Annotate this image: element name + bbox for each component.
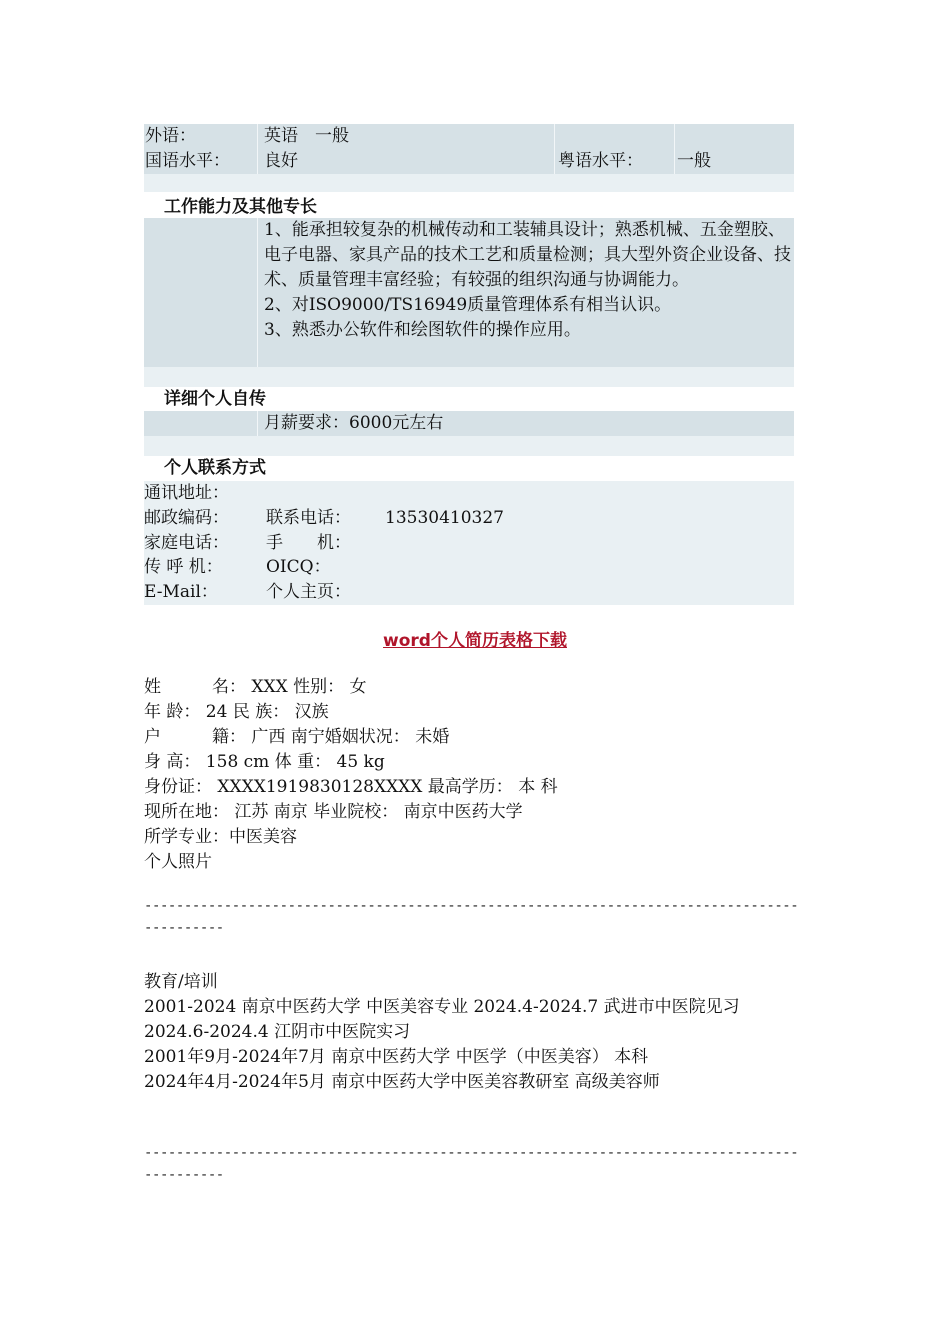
homepage-label: 个人主页： (266, 582, 351, 602)
profile-line: 身 高： 158 cm 体 重： 45 kg (144, 752, 385, 772)
phone-label: 联系电话： (266, 508, 351, 528)
oicq-label: OICQ： (266, 557, 331, 577)
mobile-label: 手 机： (266, 533, 351, 553)
home-phone-label: 家庭电话： (144, 533, 229, 553)
profile-line: 年 龄： 24 民 族： 汉族 (144, 702, 329, 722)
education-line: 2024.6-2024.4 江阴市中医院实习 (144, 1022, 411, 1042)
separator-line: -------------------------------------------------------------------------------------------- (144, 1145, 799, 1183)
bio-heading: 详细个人自传 (164, 389, 266, 409)
profile-line: 现所在地： 江苏 南京 毕业院校： 南京中医药大学 (144, 802, 523, 822)
spacer-row (144, 174, 794, 192)
salary-requirement: 月薪要求：6000元左右 (264, 413, 444, 433)
mandarin-label: 国语水平： (145, 151, 230, 171)
foreign-language-label: 外语： (145, 126, 196, 146)
skill-item: 1、能承担较复杂的机械传动和工装辅具设计；熟悉机械、五金塑胶、电子电器、家具产品的技术工艺和质量检测；具大型外资企业设备、技术、质量管理丰富经验；有较强的组织沟通与协调能力。 (264, 220, 791, 290)
profile-line: 所学专业：中医美容 (144, 827, 297, 847)
education-line: 2024年4月-2024年5月 南京中医药大学中医美容教研室 高级美容师 (144, 1072, 660, 1092)
pager-label: 传 呼 机： (144, 557, 223, 577)
salary-row (144, 411, 794, 436)
spacer-row (144, 367, 794, 387)
download-title-wrap (0, 629, 950, 654)
skills-heading: 工作能力及其他专长 (164, 197, 317, 217)
phone-value: 13530410327 (385, 508, 504, 528)
download-title-link[interactable]: word个人简历表格下载 (383, 631, 567, 651)
postcode-label: 邮政编码： (144, 508, 229, 528)
education-block (144, 970, 740, 1095)
skill-item: 2、对ISO9000/TS16949质量管理体系有相当认识。 (264, 295, 672, 315)
profile-line: 姓 名： XXX 性别： 女 (144, 677, 367, 697)
spacer-row (144, 436, 794, 456)
language-table (144, 124, 794, 174)
foreign-language-value: 英语 一般 (264, 126, 349, 146)
profile-line: 个人照片 (144, 852, 212, 872)
email-label: E-Mail： (144, 582, 218, 602)
contact-heading: 个人联系方式 (164, 458, 266, 478)
education-line: 2001年9月-2024年7月 南京中医药大学 中医学（中医美容） 本科 (144, 1047, 649, 1067)
cantonese-label: 粤语水平： (558, 151, 643, 171)
separator-line: -------------------------------------------------------------------------------------------- (144, 898, 799, 936)
cantonese-value: 一般 (677, 151, 711, 171)
contact-table (144, 481, 794, 605)
profile-block (144, 675, 558, 875)
profile-line: 身份证： XXXX1919830128XXXX 最高学历： 本 科 (144, 777, 558, 797)
education-line: 2001-2024 南京中医药大学 中医美容专业 2024.4-2024.7 武进市中医院见习 (144, 997, 740, 1017)
skills-list (264, 218, 794, 343)
education-heading: 教育/培训 (144, 972, 218, 992)
address-label: 通讯地址： (144, 483, 229, 503)
mandarin-value: 良好 (264, 151, 298, 171)
skill-item: 3、熟悉办公软件和绘图软件的操作应用。 (264, 320, 581, 340)
profile-line: 户 籍： 广西 南宁婚姻状况： 未婚 (144, 727, 450, 747)
